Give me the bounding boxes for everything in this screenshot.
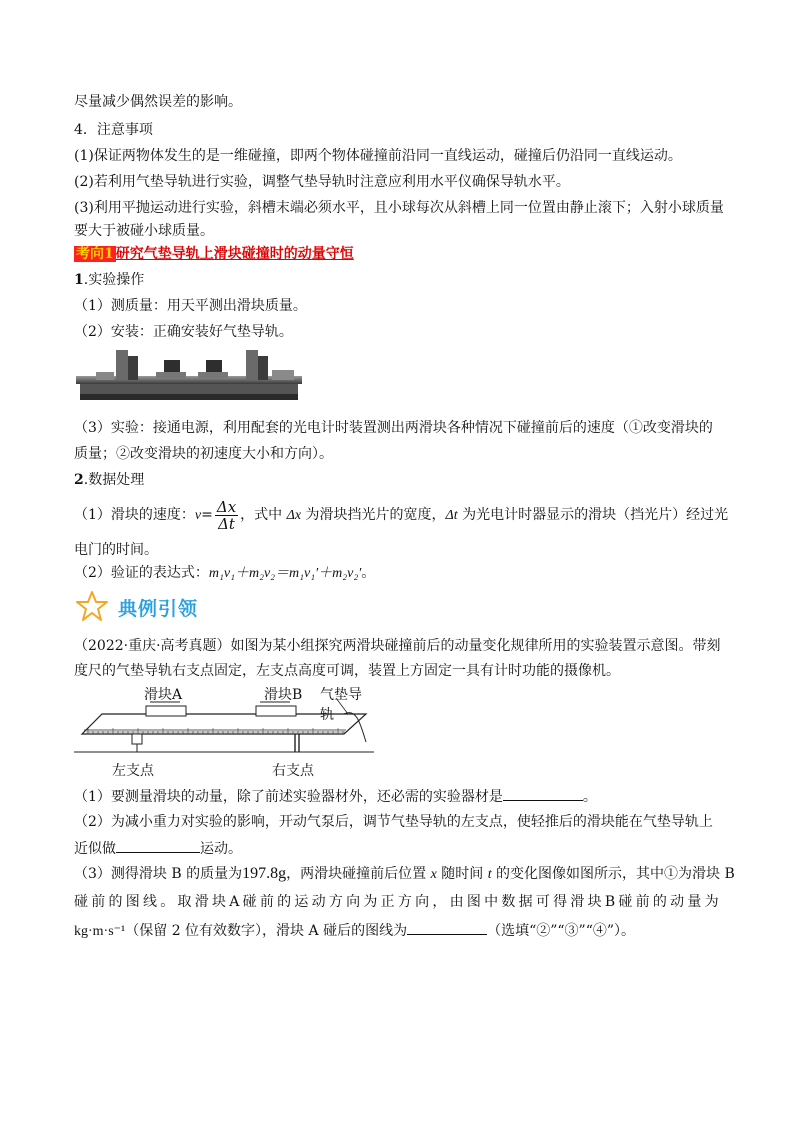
text-line: (1)保证两物体发生的是一维碰撞，即两个物体碰撞前沿同一直线运动，碰撞后仍沿同一直线运动。 bbox=[74, 148, 682, 164]
speed-formula-line: （1）滑块的速度：v= $\frac{\Delta x}{\Delta t}$ ，式中 Δx 为滑块挡光片的宽度，Δt 为光电计时器显示的滑块（挡光片）经过光 bbox=[74, 497, 729, 533]
momentum-unit: kg·m·s⁻¹ bbox=[74, 924, 126, 939]
star-icon bbox=[76, 590, 108, 622]
text-line: （1）测质量：用天平测出滑块质量。 bbox=[74, 298, 307, 314]
rail-scale bbox=[88, 728, 343, 734]
text-line: （2）安装：正确安装好气垫导轨。 bbox=[74, 324, 293, 340]
question-3-end: kg·m·s⁻¹（保留 2 位有效数字），滑块 A 碰后的图线为 （选填“②”“③”“④”）。 bbox=[74, 920, 734, 942]
label-right-support: 右支点 bbox=[272, 763, 314, 779]
label-slider-b: 滑块B bbox=[264, 687, 303, 703]
label-air-rail: 气垫导轨 bbox=[320, 687, 362, 723]
text-line: 电门的时间。 bbox=[74, 542, 158, 558]
question-2-cont: 近似做 运动。 bbox=[74, 838, 734, 859]
text-line: (3)利用平抛运动进行实验，斜槽末端必须水平，且小球每次从斜槽上同一位置由静止滚下；入射小球质量 bbox=[74, 200, 724, 216]
section-label: 典例引领 bbox=[118, 598, 199, 620]
text-line: 要大于被碰小球质量。 bbox=[74, 223, 214, 239]
heading-notes: 4．注意事项 bbox=[74, 122, 153, 138]
answer-blank-2[interactable] bbox=[116, 838, 200, 853]
experiment-heading: 1.实验操作 bbox=[74, 272, 145, 288]
text-line: (2)若利用气垫导轨进行实验，调整气垫导轨时注意应利用水平仪确保导轨水平。 bbox=[74, 174, 570, 190]
kaoxiang-title: 研究气垫导轨上滑块碰撞时的动量守恒 bbox=[115, 246, 354, 262]
example-section-header bbox=[74, 588, 274, 624]
text-line: 质量；②改变滑块的初速度大小和方向）。 bbox=[74, 446, 333, 462]
question-2: （2）为减小重力对实验的影响，开动气泵后，调节气垫导轨的左支点，使轻推后的滑块能在气垫导轨上 bbox=[74, 814, 713, 830]
speed-fraction: $\frac{\Delta x}{\Delta t}$ bbox=[216, 497, 237, 533]
question-3-cont: 碰 前 的 图 线 。 取 滑 块 A 碰 前 的 运 动 方 向 为 正 方 向 ， 由 图 中 数 据 可 得 滑 块 B 碰 前 的 动 量 为 bbox=[74, 894, 719, 910]
text-line: 尽量减少偶然误差的影响。 bbox=[74, 94, 242, 110]
apparatus-diagram bbox=[74, 682, 374, 782]
kaoxiang-tag: 考向1 bbox=[76, 246, 114, 262]
answer-blank-3[interactable] bbox=[407, 920, 487, 935]
kaoxiang-heading bbox=[74, 244, 734, 264]
question-1: （1）要测量滑块的动量，除了前述实验器材外，还必需的实验器材是 。 bbox=[74, 786, 734, 807]
question-3: （3）测得滑块 B 的质量为197.8g，两滑块碰撞前后位置 x 随时间 t 的变化图像如图所示，其中①为滑块 B bbox=[74, 865, 735, 882]
answer-blank-1[interactable] bbox=[503, 786, 583, 801]
text-line: （3）实验：接通电源，利用配套的光电计时装置测出两滑块各种情况下碰撞前后的速度（①改变滑块的 bbox=[74, 420, 713, 436]
text-line: （2022·重庆·高考真题）如图为某小组探究两滑块碰撞前后的动量变化规律所用的实验装置示意图。带刻 bbox=[74, 638, 721, 654]
text-line: 度尺的气垫导轨右支点固定，左支点高度可调，装置上方固定一具有计时功能的摄像机。 bbox=[74, 663, 620, 679]
air-track-photo bbox=[76, 346, 302, 402]
label-left-support: 左支点 bbox=[112, 763, 154, 779]
verify-formula-line: （2）验证的表达式：m₁v₁＋m₂v₂＝m₁v₁′＋m₂v₂′。 bbox=[74, 565, 376, 581]
mass-value: 197.8g bbox=[242, 865, 287, 882]
label-slider-a: 滑块A bbox=[144, 687, 183, 703]
data-heading: 2.数据处理 bbox=[74, 472, 145, 488]
